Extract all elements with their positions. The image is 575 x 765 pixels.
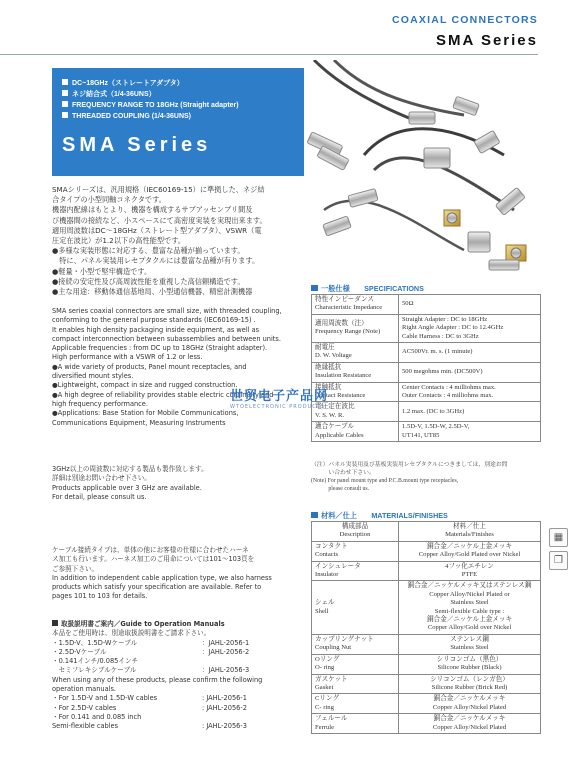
- table-row: ガスケット Gasket シリコンゴム（レンガ色） Silicone Rubber (Brick Red): [312, 674, 541, 694]
- materials-heading: 材料／仕上 MATERIALS/FINISHES: [311, 511, 448, 521]
- manual-item: ・0.141インチ/0.085インチ: [52, 657, 139, 666]
- manual-item: ・2.5D-Vケーブル ：JAHL-2056-2: [52, 647, 250, 656]
- header-divider: [0, 54, 538, 55]
- table-row: インシュレータ Insulator 4フッ化エチレン PTFE: [312, 561, 541, 581]
- manuals-heading: 取扱説明書ご案内／Guide to Operation Manuals: [52, 620, 310, 629]
- banner-line: DC~18GHz（ストレートアダプタ）: [62, 78, 184, 89]
- banner-title: SMA Series: [62, 134, 212, 156]
- manual-item: ・For 0.141 and 0.085 inch: [52, 712, 142, 721]
- table-row: 絶縁抵抗 Insulation Resistance 500 megohms min. (DC500V): [312, 362, 541, 382]
- grid-icon[interactable]: ▦: [549, 528, 568, 547]
- copy-icon[interactable]: ❐: [549, 551, 568, 570]
- table-row: フェルール Ferrule 銅合金／ニッケルメッキ Copper Alloy/Nickel Plated: [312, 714, 541, 734]
- table-row: コンタクト Contacts 銅合金／ニッケル上金メッキ Copper Alloy/Gold Plated over Nickel: [312, 541, 541, 561]
- manual-item: Semi-flexible cables : JAHL-2056-3: [52, 722, 247, 731]
- specifications-table: [311, 294, 541, 442]
- manual-item: ・For 2.5D-V cables : JAHL-2056-2: [52, 703, 247, 712]
- table-row: Oリング O- ring シリコンゴム（黒色） Silicone Rubber (Black): [312, 654, 541, 674]
- manual-item: ・1.5D-V、1.5D-Wケーブル ：JAHL-2056-1: [52, 638, 250, 647]
- watermark: [230, 385, 340, 410]
- table-row: 耐電圧 D. W. Voltage AC500Vr. m. s. (1 minute): [312, 343, 541, 363]
- category-header: COAXIAL CONNECTORS: [391, 14, 538, 26]
- watermark-subtext: WTOELECTRONIC PRODUCTS: [230, 404, 325, 410]
- manuals-intro-en: operation manuals.: [52, 685, 116, 694]
- specifications-notes: （注）パネル実装用及び基板実装用レセプタクルにつきましては、別途お問 い合わせ下さい。 (Note) For panel mount type and P.C.B.mount type receptacles, please consult us.: [311, 462, 508, 492]
- intro-japanese: SMAシリーズは、汎用規格（IEC60169-15）に準拠した、ネジ結 合タイプの小型同軸コネクタです。 機器内配線はもとより、機器を構成するサブアッセンブリ間及 び機器間の接続など、小スペースにて高密度実装を実現出来ます。 適用周波数はDC～18GHz（ストレート型アダプタ）、VSWR（電 圧定在波比）が1.2以下の高性能型です。 ●多様な実装形態に対応する、豊富な品種が揃っています。 特に、パネル実装用レセプタクルには豊富な品種が有ります。 ●軽量・小型で堅牢構造です。 ●接続の安定性及び高周波性能を重視した高信頼構造です。 ●主な用途：移動体通信基地局、小型通信機器、精密計測機器: [52, 185, 267, 297]
- manual-item: ・For 1.5D-V and 1.5D-W cables : JAHL-2056-1: [52, 694, 247, 703]
- table-row: 適用周波数（注） Frequency Range (Note) Straight Adapter : DC to 18GHz Right Angle Adapter : DC to 12.4GHz Cable Harness : DC to 3GHz: [312, 314, 541, 342]
- table-row: Cリング C- ring 銅合金／ニッケルメッキ Copper Alloy/Nickel Plated: [312, 694, 541, 714]
- intro-english: SMA series coaxial connectors are small size, with threaded coupling, conforming to the general purpose standards (IEC60169-15) . It enables high density packaging inside equipment, as well as compact interconnection between subassemblies and between units. Applicable frequencies : from DC up to 18GHz (Straight adapter). High performance with a VSWR of 1.2 or less. ●A wide variety of products, Panel mount receptacles, and diversified mount styles. ●Lightweight, compact in size and rugged construction. ●A high degree of reliability provides stable electric continuity and high frequency performance. ●Applications: Base Station for Mobile Communications, Communications Equipment, Measuring Instruments: [52, 307, 282, 427]
- table-header-row: 構成部品 Description 材料／仕上 Materials/Finishes: [312, 522, 541, 542]
- table-row: 接触抵抗 Contact Resistance Center Contacts : 4 milliohms max. Outer Contacts : 4 milliohms max.: [312, 382, 541, 402]
- banner-line: ネジ結合式（1/4-36UNS）: [62, 89, 156, 100]
- frequency-note: 3GHz以上の周波数に対応する製品も製作致します。 詳細は別途お問い合わせ下さい。 Products applicable over 3 GHz are available. For detail, please consult us.: [52, 465, 208, 501]
- watermark-text: 世贸电子产品网: [230, 389, 329, 404]
- banner-line: THREADED COUPLING (1/4-36UNS): [62, 111, 191, 122]
- table-row: 特性インピーダンス Characteristic Impedance 50Ω: [312, 295, 541, 315]
- banner-line: FREQUENCY RANGE TO 18GHz (Straight adapter): [62, 100, 239, 111]
- table-row: シェル Shell 銅合金／ニッケルメッキ又はステンレス鋼 Copper Alloy/Nickel Plated or Stainless Steel Semi-flexible Cable type : 銅合金／ニッケル上金メッキ Copper Alloy/Gold over Nickel: [312, 581, 541, 634]
- table-row: 電圧定在波比 V. S. W. R. 1.2 max. (DC to 3GHz): [312, 402, 541, 422]
- manuals-intro-jp: 本品をご使用時は、別途取扱説明書をご請求下さい。: [52, 629, 211, 638]
- specifications-heading: 一般仕様 SPECIFICATIONS: [311, 284, 424, 294]
- product-photo: [304, 60, 536, 285]
- table-row: カップリングナット Coupling Nut ステンレス鋼 Stainless Steel: [312, 634, 541, 654]
- feature-banner: [52, 68, 307, 176]
- manuals-intro-en: When using any of these products, please confirm the following: [52, 675, 263, 684]
- manual-item: セミフレキシブルケーブル ：JAHL-2056-3: [52, 666, 250, 675]
- table-row: 適合ケーブル Applicable Cables 1.5D-V, 1.5D-W, 2.5D-V, UT141, UT85: [312, 422, 541, 442]
- series-header: SMA Series: [436, 32, 538, 49]
- cable-harness-note: ケーブル接続タイプは、単体の他にお客様の仕様に合わせたハーネ ス加工も行います。ハーネス加工のご用命については101～103頁を ご参照下さい。 In addition to independent cable application type, we also harness products which satisfy your specification are available. Refer to pages 101 to 103 for details.: [52, 546, 272, 601]
- materials-table: [311, 521, 541, 734]
- operation-manuals: [52, 620, 310, 732]
